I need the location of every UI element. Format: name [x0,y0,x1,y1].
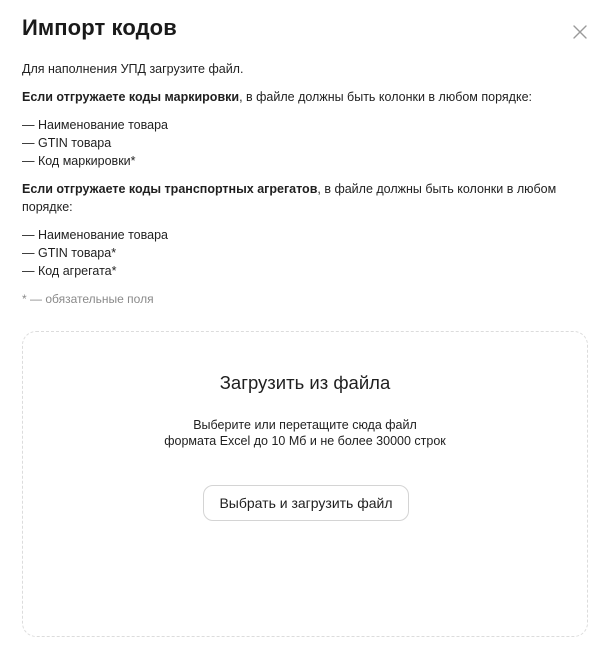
aggregates-heading-bold: Если отгружаете коды транспортных агрегатов [22,182,318,196]
file-dropzone[interactable] [22,331,588,637]
marking-heading-rest: , в файле должны быть колонки в любом порядке: [239,90,533,104]
list-item: — Наименование товара [22,228,168,242]
aggregates-heading-rest: , в файле должны быть колонки в любом порядке: [22,182,557,214]
aggregates-columns-list [22,226,582,280]
close-icon [573,25,587,39]
list-item: — Код агрегата* [22,264,117,278]
dropzone-description-line1: Выберите или перетащите сюда файл [193,418,417,432]
aggregates-heading [22,180,582,216]
marking-heading-bold: Если отгружаете коды маркировки [22,90,240,104]
dropzone-title: Загрузить из файла [219,372,391,393]
instructions [22,60,582,308]
required-fields-hint: * — обязательные поля [22,292,154,306]
select-and-upload-button[interactable]: Выбрать и загрузить файл [203,485,409,521]
marking-heading [22,88,582,106]
marking-columns-list [22,116,582,170]
list-item: — GTIN товара [22,136,112,150]
dialog-title: Импорт кодов [22,15,177,40]
list-item: — GTIN товара* [22,246,117,260]
list-item: — Наименование товара [22,118,168,132]
list-item: — Код маркировки* [22,154,136,168]
dropzone-description [23,417,587,449]
dropzone-description-line2: формата Excel до 10 Мб и не более 30000 строк [164,434,446,448]
close-button[interactable] [573,25,587,39]
intro-text: Для наполнения УПД загрузите файл. [22,62,244,76]
